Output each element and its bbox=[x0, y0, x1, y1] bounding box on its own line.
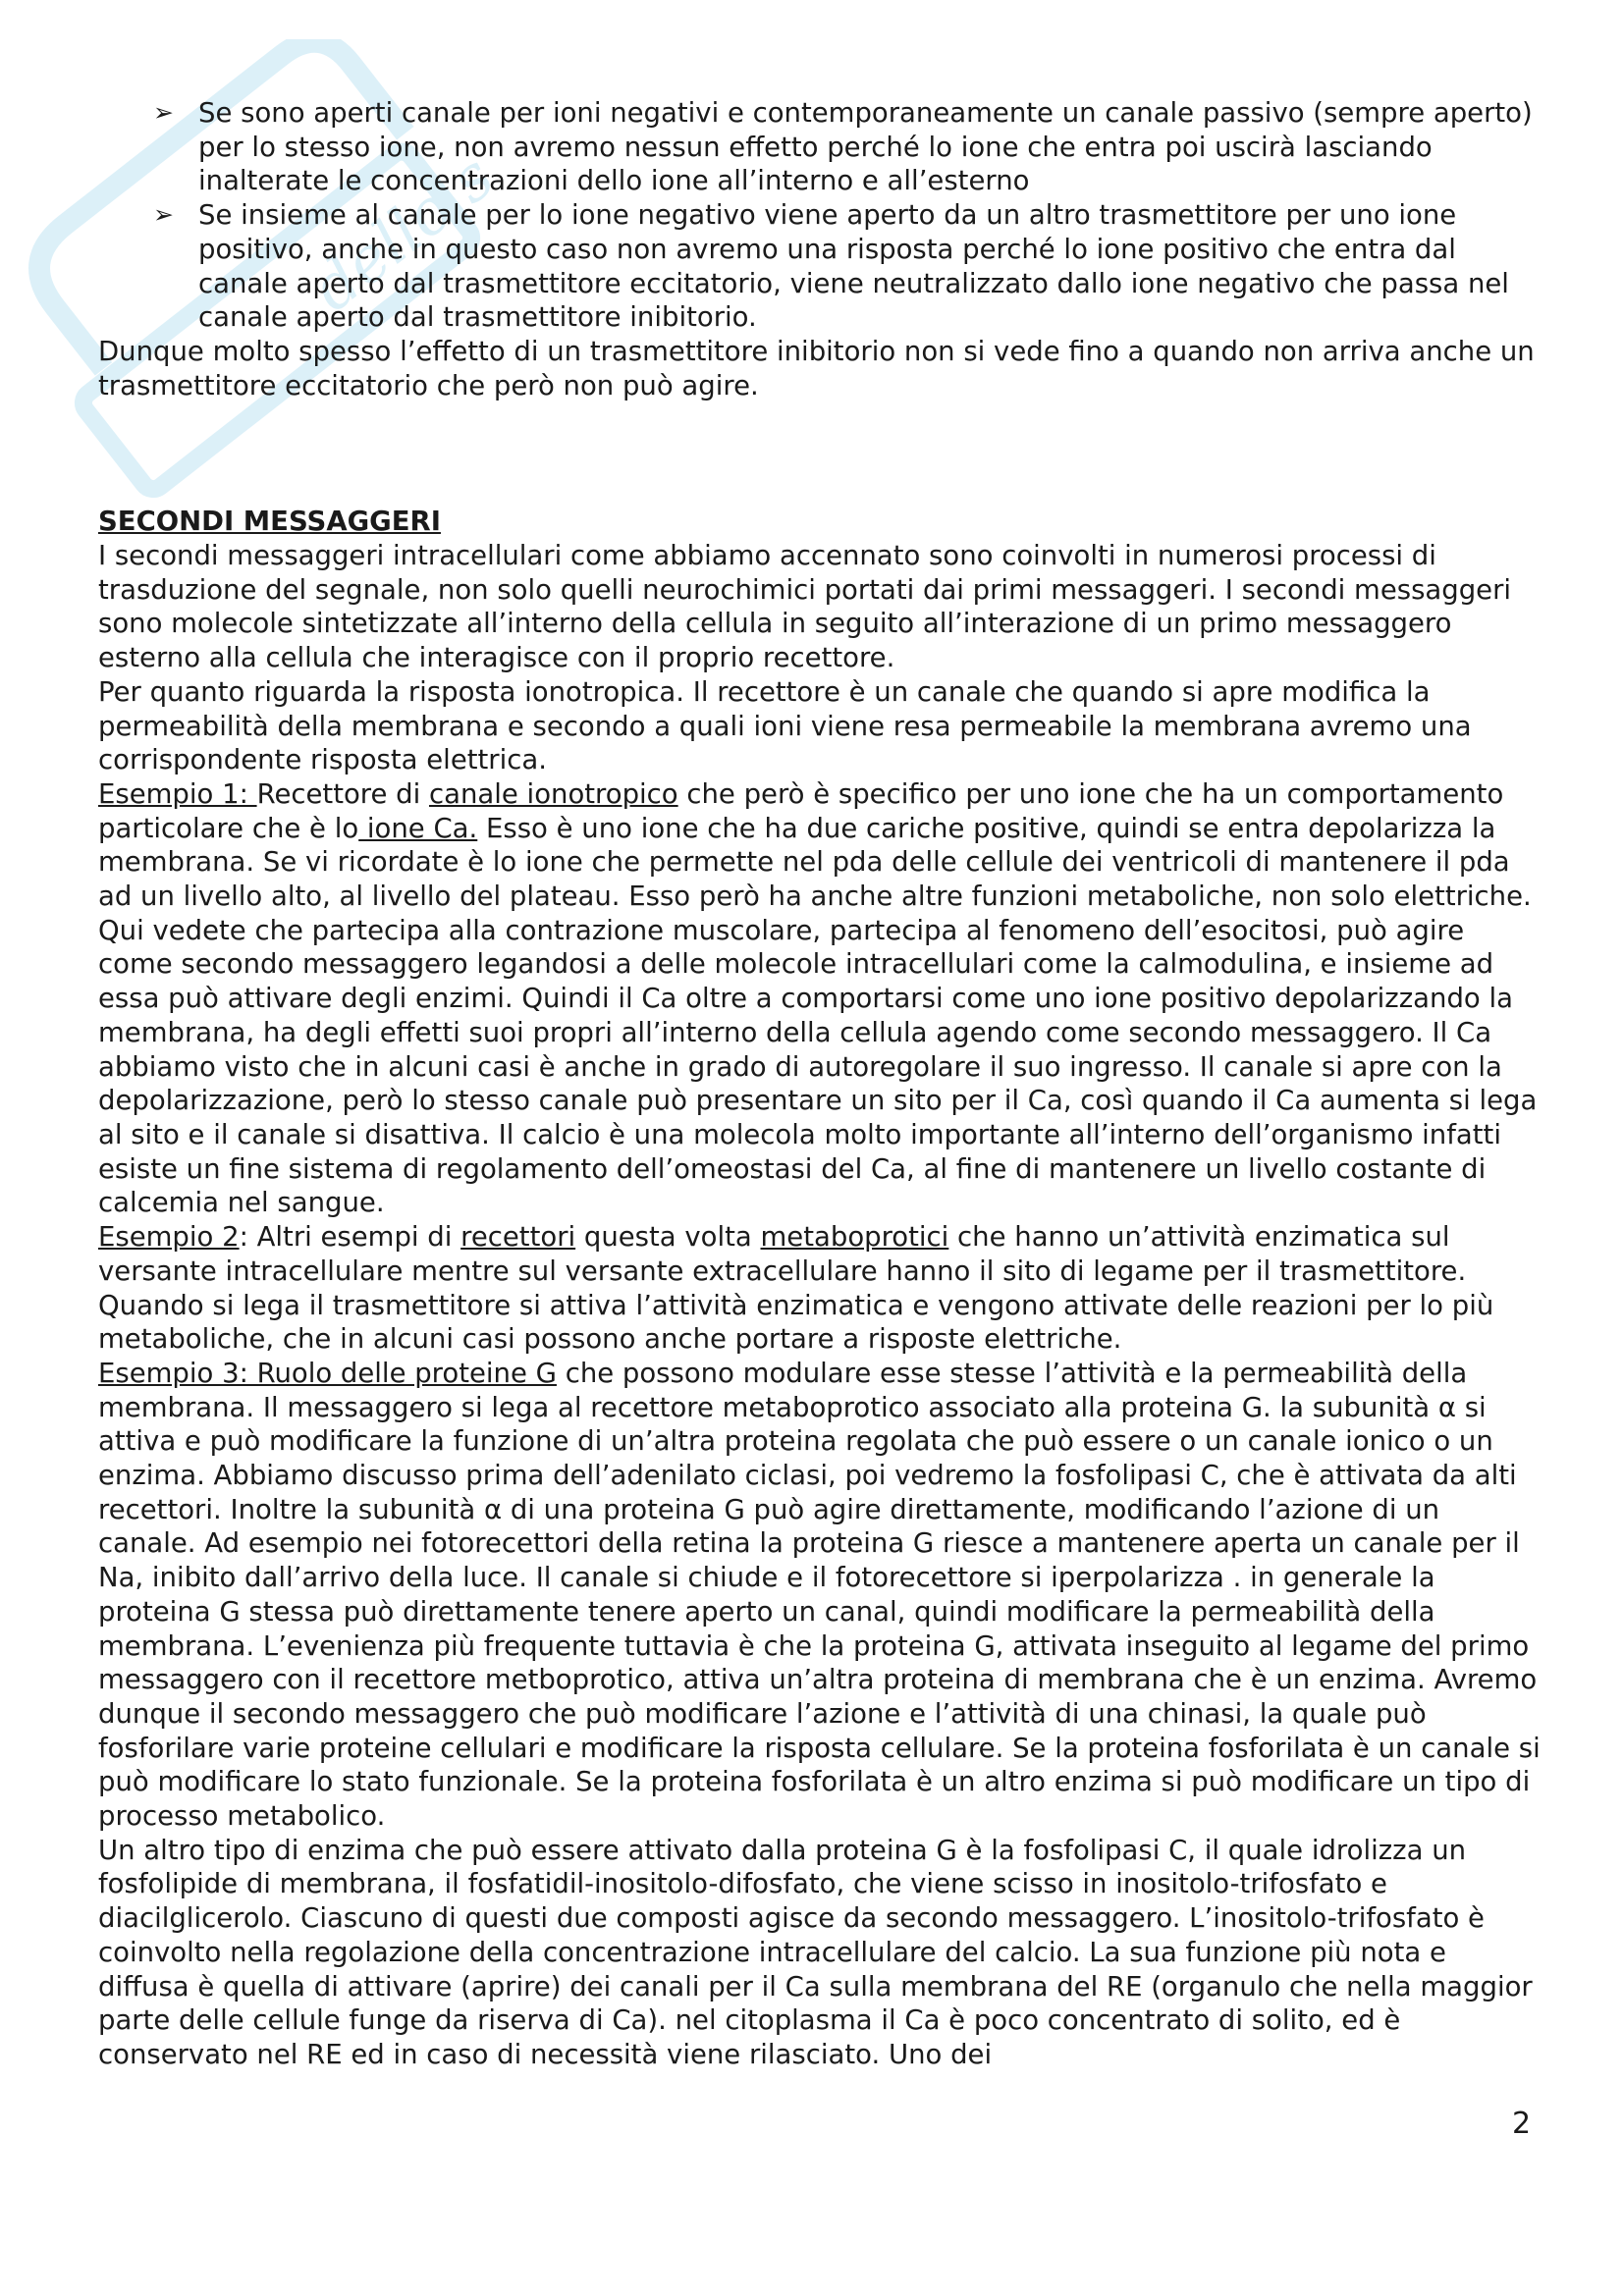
list-item: ➢ Se sono aperti canale per ioni negativi e contemporaneamente un canale passivo (sempre aperto) per lo stesso ione, non avremo nessun effetto perché lo ione che entra poi uscirà lasciando inalterate le concentrazioni dello ione all’interno e all’esterno bbox=[153, 97, 1533, 197]
page-number: 2 bbox=[1512, 2107, 1532, 2141]
paragraph-example-3: Esempio 3: Ruolo delle proteine G che possono modulare esse stesse l’attività e la permeabilità della membrana. Il messaggero si lega al recettore metaboprotico associato alla proteina G. la subunità α si attiva e può modificare la funzione di un’altra proteina regolata che può essere o un canale ionico o un enzima. Abbiamo discusso prima dell’adenilato ciclasi, poi vedremo la fosfolipasi C, che è attivata da alti recettori. Inoltre la subunità α di una proteina G può agire direttamente, modificando l’azione di un canale. Ad esempio nei fotorecettori della retina la proteina G riesce a mantenere aperta un canale per il Na, inibito dall’arrivo della luce. Il canale si chiude e il fotorecettore si iperpolarizza . in generale la proteina G stessa può direttamente tenere aperto un canal, quindi modificare la permeabilità della membrana. L’evenienza più frequente tuttavia è che la proteina G, attivata inseguito al legame del primo messaggero con il recettore metboprotico, attiva un’altra proteina di membrana che è un enzima. Avremo dunque il secondo messaggero che può modificare l’azione e l’attività di una chinasi, la quale può fosforilare varie proteine cellulari e modificare la risposta cellulare. Se la proteina fosforilata è un canale si può modificare lo stato funzionale. Se la proteina fosforilata è un altro enzima si può modificare un tipo di processo metabolico. bbox=[98, 1357, 1541, 1833]
section-title: SECONDI MESSAGGERI bbox=[98, 506, 441, 538]
document-body bbox=[98, 96, 1542, 2072]
paragraph-phospholipase: Un altro tipo di enzima che può essere attivato dalla proteina G è la fosfolipasi C, il quale idrolizza un fosfolipide di membrana, il fosfatidil-inositolo-difosfato, che viene scisso in inositolo-trifosfato e diacilglicerolo. Ciascuno di questi due composti agisce da secondo messaggero. L’inositolo-trifosfato è coinvolto nella regolazione della concentrazione intracellulare del calcio. La sua funzione più nota e diffusa è quella di attivare (aprire) dei canali per il Ca sulla membrana del RE (organulo che nella maggior parte delle cellule funge da riserva di Ca). nel citoplasma il Ca è poco concentrato di solito, ed è conservato nel RE ed in caso di necessità viene rilasciato. Uno dei bbox=[98, 1834, 1533, 2070]
arrow-bullet-icon: ➢ bbox=[153, 200, 174, 230]
svg-text:dello s: dello s bbox=[298, 140, 508, 326]
paragraph-ionotropic: Per quanto riguarda la risposta ionotropica. Il recettore è un canale che quando si apre modifica la permeabilità della membrana e secondo a quali ioni viene resa permeabile la membrana avremo una corrispondente risposta elettrica. bbox=[98, 675, 1472, 776]
list-item: ➢ Se insieme al canale per lo ione negativo viene aperto da un altro trasmettitore per uno ione positivo, anche in questo caso non avremo una risposta perché lo ione positivo che entra dal canale aperto dal trasmettitore eccitatorio, viene neutralizzato dallo ione negativo che passa nel canale aperto dal trasmettitore inibitorio. bbox=[153, 199, 1509, 334]
paragraph-intro: I secondi messaggeri intracellulari come abbiamo accennato sono coinvolti in numerosi processi di trasduzione del segnale, non solo quelli neurochimici portati dai primi messaggeri. I secondi messaggeri sono molecole sintetizzate all’interno della cellula in seguito all’interazione di un primo messaggero esterno alla cellula che interagisce con il proprio recettore. bbox=[98, 540, 1512, 674]
arrow-bullet-icon: ➢ bbox=[153, 98, 174, 127]
paragraph-example-1: Esempio 1: Recettore di canale ionotropico che però è specifico per uno ione che ha un comportamento particolare che è lo ione Ca. Esso è uno ione che ha due cariche positive, quindi se entra depolarizza la membrana. Se vi ricordate è lo ione che permette nel pda delle cellule dei ventricoli di mantenere il pda ad un livello alto, al livello del plateau. Esso però ha anche altre funzioni metaboliche, non solo elettriche. Qui vedete che partecipa alla contrazione muscolare, partecipa al fenomeno dell’esocitosi, può agire come secondo messaggero legandosi a delle molecole intracellulari come la calmodulina, e insieme ad essa può attivare degli enzimi. Quindi il Ca oltre a comportarsi come uno ione positivo depolarizzando la membrana, ha degli effetti suoi propri all’interno della cellula agendo come secondo messaggero. Il Ca abbiamo visto che in alcuni casi è anche in grado di autoregolare il suo ingresso. Il canale si apre con la depolarizzazione, però lo stesso canale può presentare un sito per il Ca, così quando il Ca aumenta si lega al sito e il canale si disattiva. Il calcio è una molecola molto importante all’interno dell’organismo infatti esiste un fine sistema di regolamento dell’omeostasi del Ca, al fine di mantenere un livello costante di calcemia nel sangue. bbox=[98, 777, 1538, 1219]
bullet-list bbox=[98, 96, 1542, 335]
paragraph-conclusion: Dunque molto spesso l’effetto di un trasmettitore inibitorio non si vede fino a quando non arriva anche un trasmettitore eccitatorio che però non può agire. bbox=[98, 335, 1535, 401]
paragraph-example-2: Esempio 2: Altri esempi di recettori questa volta metaboprotici che hanno un’attività enzimatica sul versante intracellulare mentre sul versante extracellulare hanno il sito di legame per il trasmettitore. Quando si lega il trasmettitore si attiva l’attività enzimatica e vengono attivate delle reazioni per lo più metaboliche, che in alcuni casi possono anche portare a risposte elettriche. bbox=[98, 1221, 1494, 1356]
